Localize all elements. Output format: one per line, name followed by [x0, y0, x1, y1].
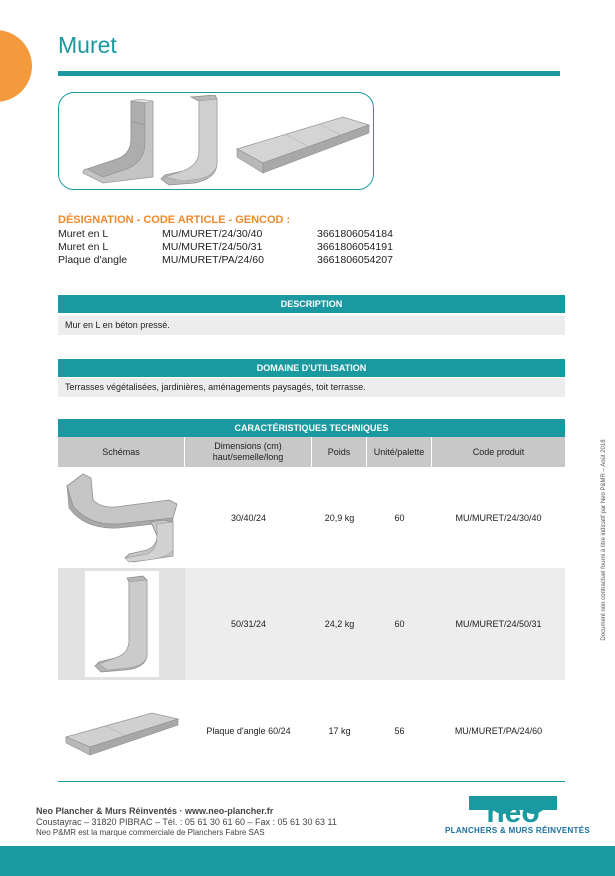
- footer-address: Coustayrac – 31820 PIBRAC – Tél. : 05 61 30 61 60 – Fax : 05 61 30 63 11: [36, 817, 337, 827]
- schema-cell: [58, 680, 185, 781]
- col-header-schemas: Schémas: [58, 437, 185, 467]
- designation-gencod: 3661806054184: [317, 228, 393, 240]
- muret-l-tall-image: [155, 95, 227, 187]
- footer-note: Neo P&MR est la marque commerciale de Planchers Fabre SAS: [36, 828, 265, 837]
- neo-logo: [463, 792, 563, 826]
- side-disclaimer: Document non contractuel fourni à titre indicatif par Neo P&MR – Août 2018: [601, 439, 607, 641]
- designation-name: Muret en L: [58, 228, 109, 240]
- muret-l-24-50-31-image: [91, 574, 153, 674]
- poids-cell: 24,2 kg: [324, 619, 355, 629]
- logo-tagline: PLANCHERS & MURS RÉINVENTÉS: [445, 826, 591, 835]
- designation-name: Plaque d'angle: [58, 254, 128, 266]
- schema-cell: [58, 467, 185, 568]
- designation-heading: DÉSIGNATION - CODE ARTICLE - GENCOD :: [58, 214, 291, 226]
- footer-band: [0, 846, 615, 876]
- plaque-angle-table-image: [62, 701, 182, 761]
- designation-name: Muret en L: [58, 241, 109, 253]
- muret-l-small-image: [73, 99, 155, 185]
- description-text: Mur en L en béton pressé.: [58, 316, 565, 335]
- unite-cell: 60: [394, 512, 405, 523]
- schema-image-frame: [85, 571, 159, 677]
- title-divider: [58, 71, 560, 76]
- muret-l-24-30-40-image: [63, 470, 181, 566]
- unite-cell: 56: [394, 725, 405, 736]
- plaque-angle-image: [233, 111, 373, 181]
- designation-gencod: 3661806054207: [317, 254, 393, 266]
- table-row: [58, 467, 565, 568]
- logo-text: neo: [486, 796, 540, 826]
- domaine-text: Terrasses végétalisées, jardinières, aménagements paysagés, toit terrasse.: [58, 378, 565, 397]
- designation-code: MU/MURET/PA/24/60: [162, 254, 264, 266]
- col-header-code: Code produit: [472, 446, 525, 457]
- table-row: [58, 680, 565, 781]
- designation-gencod: 3661806054191: [317, 241, 393, 253]
- table-bottom-divider: [58, 781, 565, 782]
- table-header-row: [58, 437, 565, 467]
- dimensions-cell: 30/40/24: [230, 512, 267, 523]
- table-row: [58, 568, 565, 680]
- product-image-box: [58, 92, 374, 190]
- page-title: Muret: [58, 32, 117, 58]
- code-cell: MU/MURET/24/30/40: [455, 512, 542, 523]
- col-header-poids: Poids: [312, 437, 367, 467]
- caracteristiques-heading: CARACTÉRISTIQUES TECHNIQUES: [58, 419, 565, 437]
- poids-cell: 17 kg: [328, 725, 351, 736]
- col-header-unite: Unité/palette: [367, 437, 432, 467]
- footer-company: Neo Plancher & Murs Réinventés · www.neo-plancher.fr: [36, 806, 274, 816]
- schema-cell: [58, 568, 185, 680]
- orange-decor-circle: [0, 30, 32, 102]
- domaine-heading: DOMAINE D'UTILISATION: [58, 359, 565, 377]
- designation-code: MU/MURET/24/30/40: [162, 228, 263, 240]
- code-cell: MU/MURET/24/50/31: [455, 619, 542, 629]
- description-heading: DESCRIPTION: [58, 295, 565, 313]
- designation-code: MU/MURET/24/50/31: [162, 241, 263, 253]
- dimensions-cell: Plaque d'angle 60/24: [206, 725, 291, 736]
- col-header-dimensions: Dimensions (cm) haut/semelle/long: [185, 437, 312, 467]
- dimensions-cell: 50/31/24: [230, 619, 267, 629]
- code-cell: MU/MURET/PA/24/60: [454, 725, 543, 736]
- poids-cell: 20,9 kg: [324, 512, 355, 523]
- unite-cell: 60: [394, 619, 405, 629]
